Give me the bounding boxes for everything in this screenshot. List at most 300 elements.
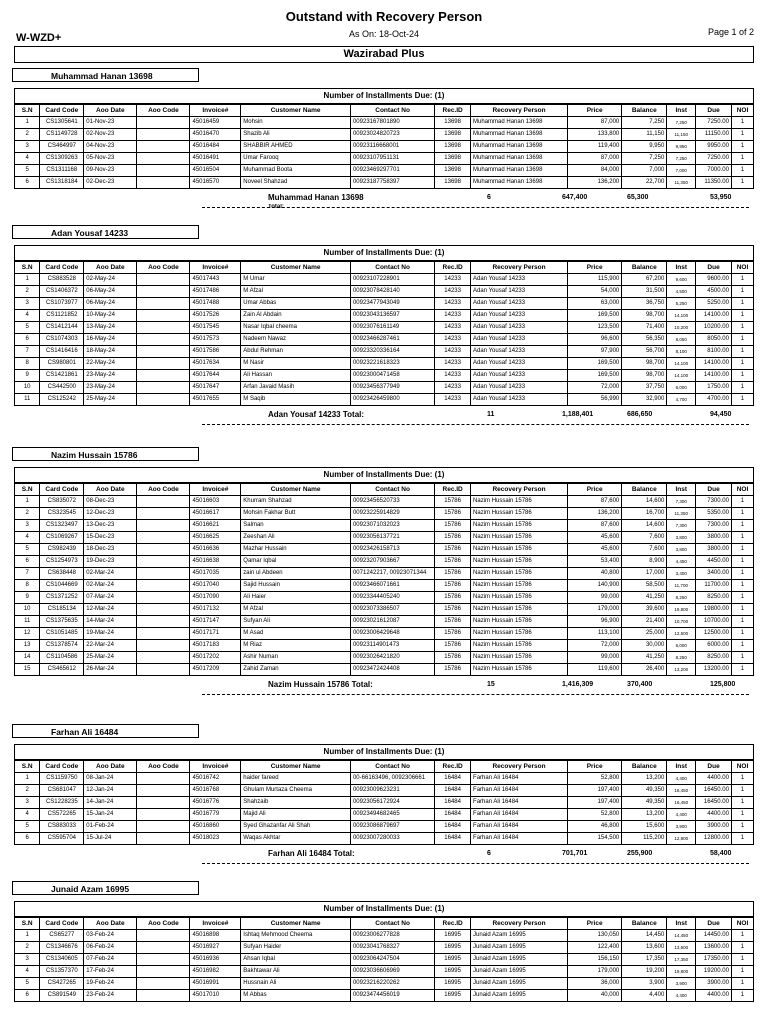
table-cell: 31,500 [622, 286, 667, 298]
table-cell: 16995 [435, 942, 471, 954]
table-cell: 54,000 [568, 286, 622, 298]
table-cell: M Afzal [241, 604, 351, 616]
column-header: Rec.ID [435, 262, 471, 274]
column-header: Card Code [40, 761, 84, 773]
table-cell: 99,000 [568, 652, 622, 664]
table-cell: Muhammad Boota [241, 165, 351, 177]
table-cell: 45016570 [190, 177, 241, 189]
table-cell: 1 [731, 568, 753, 580]
table-cell: 32,900 [622, 394, 667, 406]
table-cell: Nazim Hussain 15786 [471, 592, 568, 604]
table-row [15, 322, 754, 334]
table-cell: 45016768 [190, 785, 241, 797]
table-cell: 41,250 [622, 592, 667, 604]
table-cell: 12 [15, 628, 40, 640]
table-row [15, 165, 754, 177]
table-cell: 4400.00 [696, 990, 732, 1002]
table-cell: 7,000 [667, 165, 696, 177]
table-cell [137, 532, 190, 544]
table-cell: 9,600 [667, 274, 696, 286]
table-cell: 1 [731, 165, 753, 177]
table-cell: 1 [731, 592, 753, 604]
table-cell: 7,250 [622, 117, 667, 129]
table-cell: 3,400 [667, 568, 696, 580]
table-cell: CS1149728 [40, 129, 84, 141]
table-cell: 123,500 [568, 322, 622, 334]
table-cell: 45017035 [190, 568, 241, 580]
table-cell: 00923026421820 [350, 652, 434, 664]
table-cell: 7000.00 [696, 165, 732, 177]
table-cell: 13600.00 [696, 942, 732, 954]
table-cell: 115,200 [622, 833, 667, 845]
column-header: Recovery Person [471, 484, 568, 496]
recovery-person-section [14, 881, 754, 1002]
table-cell: 1 [731, 322, 753, 334]
table-cell: 71,400 [622, 322, 667, 334]
table-cell: 179,000 [568, 604, 622, 616]
table-cell: 45016742 [190, 773, 241, 785]
table-cell: 00923086879697 [350, 821, 434, 833]
table-cell [137, 785, 190, 797]
table-cell: 14233 [435, 334, 471, 346]
total-label: Adan Yousaf 14233 Total: [268, 410, 365, 419]
column-header: Rec.ID [435, 484, 471, 496]
table-cell: 1 [731, 930, 753, 942]
table-cell: 25-May-24 [84, 394, 137, 406]
table-cell: Zeeshan Ali [241, 532, 351, 544]
table-cell: 1 [731, 773, 753, 785]
table-cell: 1 [731, 978, 753, 990]
total-balance: 370,400 [627, 681, 653, 688]
table-cell: 11350.00 [696, 177, 732, 189]
table-cell: 00923456520733 [350, 496, 434, 508]
column-header: Rec.ID [435, 105, 471, 117]
table-cell: 0071242217, 00923071344 [350, 568, 434, 580]
table-cell: 197,400 [568, 797, 622, 809]
branch-name: Wazirabad Plus [14, 46, 754, 63]
table-cell: 1 [731, 556, 753, 568]
table-cell: CS1074303 [40, 334, 84, 346]
table-cell: CS980801 [40, 358, 84, 370]
table-row [15, 785, 754, 797]
table-cell: Bakhtawar Ali [241, 966, 351, 978]
table-cell: 19800.00 [696, 604, 732, 616]
table-cell: 16,450 [667, 785, 696, 797]
table-row [15, 508, 754, 520]
table-cell: Ghulam Murtaza Cheema [241, 785, 351, 797]
table-cell: 15786 [435, 520, 471, 532]
table-cell: 3 [15, 141, 40, 153]
table-cell: 14-Mar-24 [84, 616, 137, 628]
table-cell: M Riaz [241, 640, 351, 652]
table-cell: 133,800 [568, 129, 622, 141]
table-row [15, 358, 754, 370]
table-cell: 13698 [435, 117, 471, 129]
table-cell: 13-Dec-23 [84, 520, 137, 532]
table-cell: 3,800 [667, 532, 696, 544]
table-cell: 14233 [435, 382, 471, 394]
table-cell: 14233 [435, 274, 471, 286]
table-cell: 169,500 [568, 358, 622, 370]
table-cell: 1 [731, 141, 753, 153]
table-row [15, 616, 754, 628]
table-cell: Ali Hassan [241, 370, 351, 382]
table-row [15, 568, 754, 580]
table-cell: Farhan Ali 16484 [471, 809, 568, 821]
outstanding-table [14, 261, 754, 406]
table-cell: 00923076161149 [350, 322, 434, 334]
table-cell: 46,800 [568, 821, 622, 833]
table-cell: 6 [15, 556, 40, 568]
table-cell: 56,990 [568, 394, 622, 406]
table-cell: 1 [731, 833, 753, 845]
table-cell: 19-Mar-24 [84, 628, 137, 640]
table-cell: CS1340605 [40, 954, 84, 966]
column-header: S.N [15, 918, 40, 930]
table-cell: 00923107228901 [350, 274, 434, 286]
table-cell: Farhan Ali 16484 [471, 785, 568, 797]
table-row [15, 821, 754, 833]
table-cell: 87,000 [568, 153, 622, 165]
table-cell: M Nasir [241, 358, 351, 370]
table-cell: 14233 [435, 298, 471, 310]
table-cell: 45017010 [190, 990, 241, 1002]
table-cell: CS835072 [40, 496, 84, 508]
table-cell: 45017443 [190, 274, 241, 286]
table-cell: Adan Yousaf 14233 [471, 334, 568, 346]
column-header: Price [568, 105, 622, 117]
table-cell: 45017586 [190, 346, 241, 358]
outstanding-table [14, 104, 754, 189]
table-cell: 1 [731, 508, 753, 520]
table-cell: 01-Feb-24 [84, 821, 137, 833]
table-cell: 13,600 [622, 942, 667, 954]
table-cell: 96,900 [568, 616, 622, 628]
column-header: Card Code [40, 918, 84, 930]
column-header: Rec.ID [435, 761, 471, 773]
table-cell: 1 [731, 496, 753, 508]
table-cell: 13,600 [667, 942, 696, 954]
table-cell: Ali Haier [241, 592, 351, 604]
table-cell: Salman [241, 520, 351, 532]
table-cell: Zahid Zaman [241, 664, 351, 676]
table-cell: 1 [731, 966, 753, 978]
total-price: 701,701 [562, 850, 588, 857]
table-row [15, 310, 754, 322]
table-cell: 01-Nov-23 [84, 117, 137, 129]
table-cell: CS1305641 [40, 117, 84, 129]
table-cell: Adan Yousaf 14233 [471, 382, 568, 394]
table-cell: 14-Jan-24 [84, 797, 137, 809]
column-header: Invoice# [190, 105, 241, 117]
table-cell: 52,800 [568, 809, 622, 821]
table-cell: 11700.00 [696, 580, 732, 592]
table-header-row [15, 105, 754, 117]
table-cell: 14233 [435, 346, 471, 358]
table-cell: 16484 [435, 797, 471, 809]
table-cell: CS1406372 [40, 286, 84, 298]
table-row [15, 942, 754, 954]
table-cell: 00923114901473 [350, 640, 434, 652]
table-cell: 16484 [435, 773, 471, 785]
table-cell: 12-Dec-23 [84, 508, 137, 520]
table-cell: 00923494682465 [350, 809, 434, 821]
table-cell [137, 664, 190, 676]
table-cell: 00923466071661 [350, 580, 434, 592]
table-cell: 23-May-24 [84, 370, 137, 382]
table-cell: 16484 [435, 785, 471, 797]
table-cell: 8,250 [667, 652, 696, 664]
table-cell [137, 809, 190, 821]
table-cell: 45016491 [190, 153, 241, 165]
table-cell: 45016776 [190, 797, 241, 809]
table-row [15, 809, 754, 821]
recovery-person-section [14, 447, 754, 698]
table-cell: 26-Mar-24 [84, 664, 137, 676]
table-cell: 8,900 [622, 556, 667, 568]
table-cell [137, 334, 190, 346]
table-cell: 9950.00 [696, 141, 732, 153]
table-cell: 00923344405240 [350, 592, 434, 604]
column-header: Invoice# [190, 761, 241, 773]
table-row [15, 370, 754, 382]
table-cell: 22,700 [622, 177, 667, 189]
table-cell: CS681047 [40, 785, 84, 797]
table-cell: 00923216220262 [350, 978, 434, 990]
table-cell: 13 [15, 640, 40, 652]
table-cell: CS1073977 [40, 298, 84, 310]
as-on-date: As On: 18-Oct-24 [348, 29, 420, 39]
column-header: Recovery Person [471, 918, 568, 930]
table-cell: 7250.00 [696, 117, 732, 129]
table-cell: 4 [15, 966, 40, 978]
recovery-person-name: Nazim Hussain 15786 [12, 447, 199, 461]
table-cell: CS1044669 [40, 580, 84, 592]
table-row [15, 990, 754, 1002]
table-cell: 56,700 [622, 346, 667, 358]
column-header: Inst [667, 105, 696, 117]
table-cell: 7,600 [622, 532, 667, 544]
table-cell [137, 930, 190, 942]
table-row [15, 394, 754, 406]
table-cell: 45016638 [190, 556, 241, 568]
table-cell: 13,200 [667, 664, 696, 676]
column-header: Recovery Person [471, 761, 568, 773]
table-cell: 7,300 [667, 496, 696, 508]
table-cell: 15786 [435, 604, 471, 616]
table-cell: 5 [15, 821, 40, 833]
table-cell: 8250.00 [696, 592, 732, 604]
table-cell: 00923041768327 [350, 942, 434, 954]
table-cell [137, 520, 190, 532]
table-cell: 56,350 [622, 334, 667, 346]
table-cell: 1 [731, 954, 753, 966]
table-cell: 3,900 [667, 978, 696, 990]
total-suffix: Total: [268, 204, 284, 208]
table-cell: 6 [15, 990, 40, 1002]
table-cell: 7 [15, 568, 40, 580]
table-row [15, 520, 754, 532]
table-cell: 00923006277828 [350, 930, 434, 942]
table-cell: Nazim Hussain 15786 [471, 580, 568, 592]
column-header: Inst [667, 761, 696, 773]
table-cell: CS1069267 [40, 532, 84, 544]
total-price: 1,188,401 [562, 411, 594, 418]
table-cell: 140,900 [568, 580, 622, 592]
table-cell: 3,800 [667, 544, 696, 556]
table-cell: 3 [15, 520, 40, 532]
total-label: Nazim Hussain 15786 Total: [268, 680, 373, 689]
table-cell: 08-Dec-23 [84, 496, 137, 508]
table-cell: 2 [15, 508, 40, 520]
table-cell: 45016991 [190, 978, 241, 990]
table-cell: 10,200 [667, 322, 696, 334]
table-cell: 7300.00 [696, 520, 732, 532]
table-cell: 00-66163496, 0092306661 [350, 773, 434, 785]
table-cell: Khurram Shahzad [241, 496, 351, 508]
column-header: Contact No [350, 918, 434, 930]
table-cell: 18-Dec-23 [84, 544, 137, 556]
table-cell: M Umar [241, 274, 351, 286]
table-cell: SHABBIR AHMED [241, 141, 351, 153]
table-cell: 07-Mar-24 [84, 592, 137, 604]
table-cell: 7250.00 [696, 153, 732, 165]
table-cell: 1 [15, 496, 40, 508]
table-cell [137, 592, 190, 604]
recovery-person-name: Muhammad Hanan 13698 [12, 68, 199, 82]
table-cell: CS185134 [40, 604, 84, 616]
table-cell: Nazim Hussain 15786 [471, 652, 568, 664]
table-cell: 19-Feb-24 [84, 978, 137, 990]
table-cell: Sajid Hussain [241, 580, 351, 592]
table-cell: Nazim Hussain 15786 [471, 628, 568, 640]
table-cell: 40,800 [568, 568, 622, 580]
total-divider [202, 863, 749, 864]
table-cell: Muhammad Hanan 13698 [471, 177, 568, 189]
table-cell: 00923456377949 [350, 382, 434, 394]
table-cell: 130,050 [568, 930, 622, 942]
table-cell: Adan Yousaf 14233 [471, 286, 568, 298]
column-header: Balance [622, 918, 667, 930]
table-cell: 3 [15, 797, 40, 809]
table-cell: 12,800 [667, 833, 696, 845]
table-cell: 15786 [435, 568, 471, 580]
table-cell: 00923477943049 [350, 298, 434, 310]
table-cell: 156,150 [568, 954, 622, 966]
table-cell: 8050.00 [696, 334, 732, 346]
table-cell: 15-Jan-24 [84, 809, 137, 821]
total-due: 94,450 [710, 411, 732, 418]
table-cell: 3800.00 [696, 532, 732, 544]
table-row [15, 153, 754, 165]
table-cell: 14,100 [667, 310, 696, 322]
table-cell: Mazhar Hussain [241, 544, 351, 556]
table-cell: 39,600 [622, 604, 667, 616]
table-cell: 14233 [435, 370, 471, 382]
table-cell [137, 310, 190, 322]
table-cell: 3900.00 [696, 821, 732, 833]
table-cell: 3,900 [667, 821, 696, 833]
table-cell: 1 [731, 358, 753, 370]
table-cell: 16-May-24 [84, 334, 137, 346]
table-row [15, 141, 754, 153]
table-cell: 14450.00 [696, 930, 732, 942]
table-cell: 1 [731, 821, 753, 833]
table-cell: 00923221618323 [350, 358, 434, 370]
table-cell: 52,800 [568, 773, 622, 785]
table-cell [137, 833, 190, 845]
table-cell: 1 [731, 346, 753, 358]
table-cell: 25,000 [622, 628, 667, 640]
table-cell: 22-Mar-24 [84, 640, 137, 652]
table-cell: 11,350 [667, 177, 696, 189]
report-title: Outstand with Recovery Person [285, 9, 483, 24]
column-header: S.N [15, 262, 40, 274]
table-cell: 9600.00 [696, 274, 732, 286]
table-cell: 15,600 [622, 821, 667, 833]
table-cell: 13,200 [622, 773, 667, 785]
table-cell: 15-Dec-23 [84, 532, 137, 544]
table-cell: 16995 [435, 954, 471, 966]
recovery-person-section [14, 68, 754, 211]
table-cell: 40,000 [568, 990, 622, 1002]
table-cell: Ashir Numan [241, 652, 351, 664]
table-row [15, 628, 754, 640]
table-cell: CS427265 [40, 978, 84, 990]
recovery-person-name: Junaid Azam 16995 [12, 881, 199, 895]
table-cell: Nazim Hussain 15786 [471, 508, 568, 520]
table-cell: 6,000 [667, 640, 696, 652]
table-row [15, 346, 754, 358]
table-cell: 5250.00 [696, 298, 732, 310]
table-row [15, 773, 754, 785]
table-cell: 45017573 [190, 334, 241, 346]
table-cell: 98,700 [622, 310, 667, 322]
column-header: Customer Name [241, 105, 351, 117]
table-cell: 9,950 [622, 141, 667, 153]
total-due: 53,950 [710, 194, 732, 201]
table-cell: 45,600 [568, 532, 622, 544]
table-cell [137, 797, 190, 809]
table-row [15, 652, 754, 664]
table-row [15, 664, 754, 676]
table-cell: 15786 [435, 640, 471, 652]
table-cell: CS125242 [40, 394, 84, 406]
table-cell: 13-May-24 [84, 322, 137, 334]
table-cell: 4700.00 [696, 394, 732, 406]
table-cell: 45016504 [190, 165, 241, 177]
table-cell: 14233 [435, 310, 471, 322]
table-cell: 02-Dec-23 [84, 177, 137, 189]
table-cell: 6 [15, 334, 40, 346]
table-cell: 45018023 [190, 833, 241, 845]
table-cell: Farhan Ali 16484 [471, 773, 568, 785]
table-cell: 15 [15, 664, 40, 676]
table-cell: Nazim Hussain 15786 [471, 664, 568, 676]
column-header: Aoo Date [84, 761, 137, 773]
table-cell [137, 370, 190, 382]
table-cell: 13698 [435, 129, 471, 141]
table-cell: 45017171 [190, 628, 241, 640]
column-header: Balance [622, 262, 667, 274]
table-cell: 1 [731, 616, 753, 628]
table-cell: Qamar Iqbal [241, 556, 351, 568]
table-row [15, 129, 754, 141]
group-total-row [14, 845, 754, 867]
table-cell: Nazim Hussain 15786 [471, 520, 568, 532]
table-cell: 3900.00 [696, 978, 732, 990]
table-cell: CS891549 [40, 990, 84, 1002]
